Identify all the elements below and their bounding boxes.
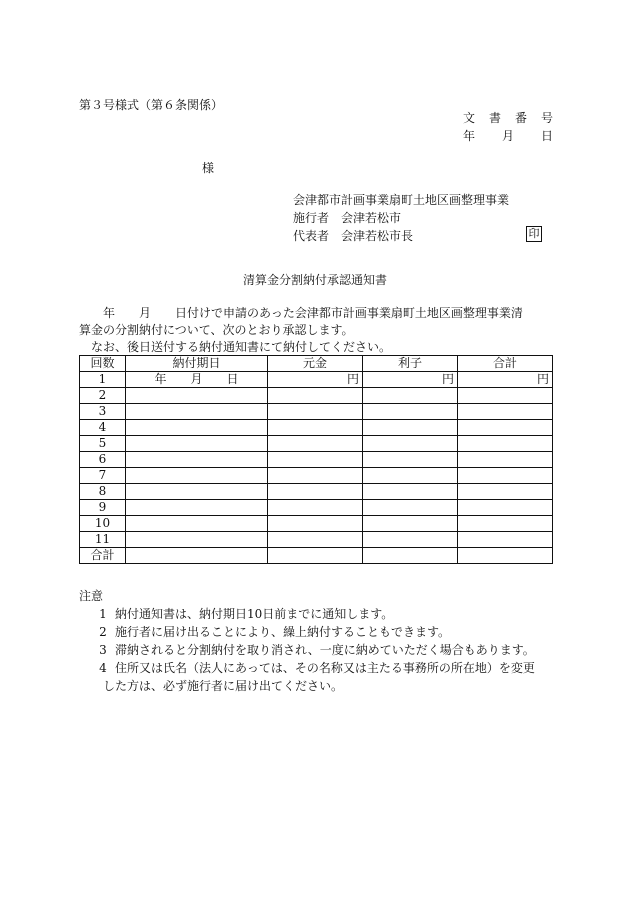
issuer-project: 会津都市計画事業扇町土地区画整理事業 [293,193,510,207]
total-cell [458,436,553,452]
addressee-suffix: 様 [202,161,215,175]
due-date-cell [126,500,268,516]
note-text: 納付通知書は、納付期日10日前までに通知します。 [115,607,394,621]
row-number: 7 [80,468,126,484]
principal-cell [268,404,363,420]
doc-number-char: 書 [488,111,501,125]
row-number: 4 [80,420,126,436]
total-cell [458,388,553,404]
principal-cell [268,420,363,436]
note-item [79,605,554,623]
total-row-cell [363,548,458,564]
due-date-cell [126,420,268,436]
row-number: 6 [80,452,126,468]
total-cell [458,452,553,468]
row-number: 2 [80,388,126,404]
due-date-cell [126,532,268,548]
interest-cell [363,532,458,548]
header-due-date: 納付期日 [126,356,268,372]
due-date-cell: 年 月 日 [126,372,268,388]
interest-cell [363,420,458,436]
row-number: 9 [80,500,126,516]
row-number: 1 [80,372,126,388]
doc-number-char: 文 [463,111,476,125]
total-row-cell [268,548,363,564]
total-label: 合計 [80,548,126,564]
note-continuation: した方は、必ず施行者に届け出てください。 [103,679,344,693]
principal-cell: 円 [268,372,363,388]
note-number: 1 [99,607,107,621]
header-total: 合計 [458,356,553,372]
due-date-cell [126,484,268,500]
issuer-representative: 代表者 会津若松市長 [293,229,414,243]
issuer-executor: 施行者 会津若松市 [293,211,402,225]
due-date-cell [126,516,268,532]
principal-cell [268,468,363,484]
total-cell: 円 [458,372,553,388]
table-row [80,372,553,388]
principal-cell [268,452,363,468]
issuer-block [293,192,509,246]
row-number: 5 [80,436,126,452]
total-row-cell [126,548,268,564]
principal-cell [268,436,363,452]
table-row [80,388,553,404]
interest-cell [363,468,458,484]
document-title: 清算金分割納付承認通知書 [242,273,387,287]
note-text: 施行者に届け出ることにより、繰上納付することもできます。 [115,625,451,639]
body-line: 算金の分割納付について、次のとおり承認します。 [79,323,354,337]
header-count: 回数 [80,356,126,372]
interest-cell [363,404,458,420]
doc-number-char: 号 [540,111,553,125]
due-date-cell [126,452,268,468]
notes-section [79,587,554,695]
doc-date-day: 日 [540,129,553,143]
body-line: 年 月 日付けで申請のあった会津都市計画事業扇町土地区画整理事業清 [79,306,523,320]
total-row-cell [458,548,553,564]
note-item [79,641,554,659]
total-cell [458,468,553,484]
document-number-field [463,110,553,126]
interest-cell [363,436,458,452]
note-text: 滞納されると分割納付を取り消され、一度に納めていただく場合もあります。 [115,643,535,657]
body-text [79,305,554,356]
table-row [80,404,553,420]
note-item [79,623,554,641]
principal-cell [268,516,363,532]
doc-date-month: 月 [501,129,514,143]
interest-cell [363,388,458,404]
document-date-field [463,128,553,144]
total-cell [458,516,553,532]
row-number: 8 [80,484,126,500]
form-label: 第３号様式（第６条関係） [79,98,224,112]
principal-cell [268,532,363,548]
notes-heading: 注意 [79,589,104,603]
total-cell [458,420,553,436]
payment-schedule-table [79,355,553,564]
due-date-cell [126,404,268,420]
doc-number-char: 番 [514,111,527,125]
interest-cell [363,516,458,532]
row-number: 10 [80,516,126,532]
interest-cell [363,452,458,468]
doc-date-year: 年 [463,129,476,143]
table-row [80,452,553,468]
interest-cell [363,484,458,500]
seal-mark: 印 [526,226,542,242]
principal-cell [268,484,363,500]
due-date-cell [126,436,268,452]
row-number: 11 [80,532,126,548]
table-row [80,420,553,436]
table-header-row [80,356,553,372]
header-principal: 元金 [268,356,363,372]
note-number: 3 [99,643,107,657]
interest-cell: 円 [363,372,458,388]
table-total-row [80,548,553,564]
principal-cell [268,388,363,404]
table-row [80,532,553,548]
total-cell [458,404,553,420]
table-row [80,436,553,452]
header-interest: 利子 [363,356,458,372]
body-line: なお、後日送付する納付通知書にて納付してください。 [79,340,392,354]
row-number: 3 [80,404,126,420]
note-number: 4 [99,661,107,675]
principal-cell [268,500,363,516]
note-text: 住所又は氏名（法人にあっては、その名称又は主たる事務所の所在地）を変更 [115,661,535,675]
table-row [80,468,553,484]
table-row [80,484,553,500]
total-cell [458,532,553,548]
total-cell [458,500,553,516]
due-date-cell [126,388,268,404]
total-cell [458,484,553,500]
table-row [80,516,553,532]
interest-cell [363,500,458,516]
table-row [80,500,553,516]
note-item [79,659,554,677]
note-number: 2 [99,625,107,639]
due-date-cell [126,468,268,484]
